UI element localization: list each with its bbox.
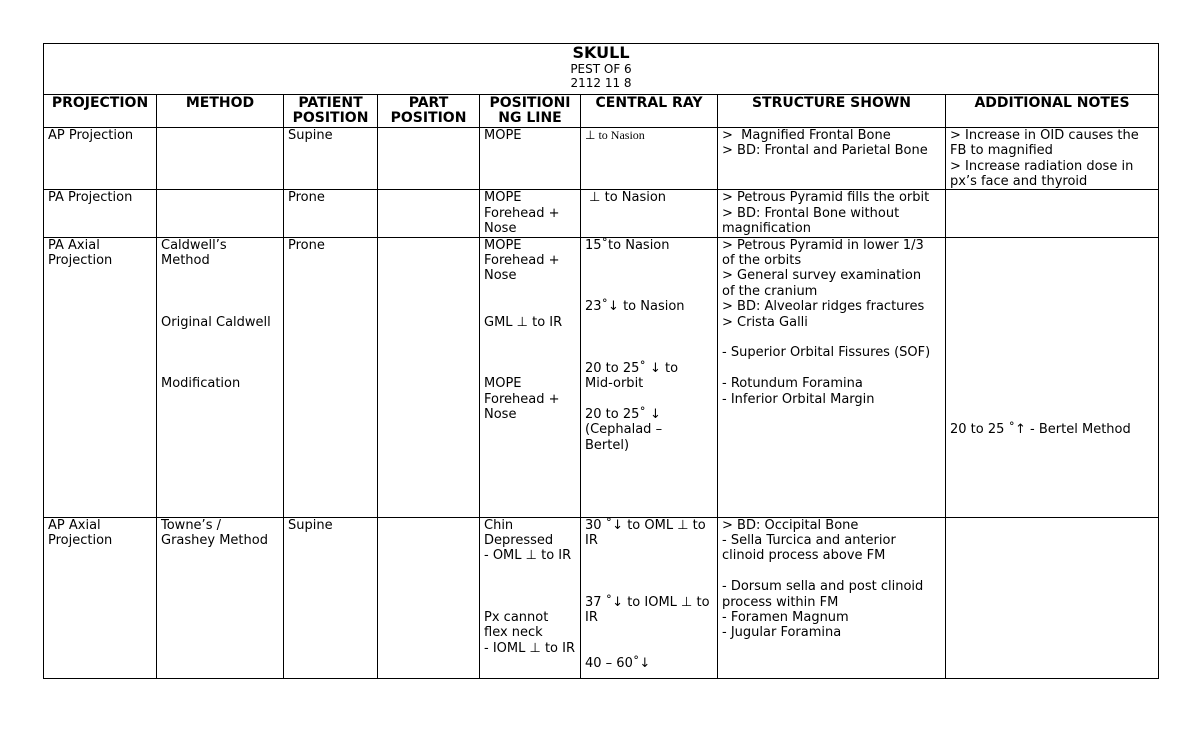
cell-line: > BD: Frontal Bone without <box>722 205 900 221</box>
positioning-line-cell <box>480 190 581 237</box>
cell-line <box>585 315 713 330</box>
header-additional-notes: ADDITIONAL NOTES <box>946 95 1159 128</box>
header-positioning-line: POSITIONI NG LINE <box>480 95 581 128</box>
cell-line: Caldwell’s <box>161 237 227 253</box>
cell-line <box>585 284 713 299</box>
table-row <box>44 237 1159 517</box>
cell-line <box>950 238 1154 253</box>
cell-line: > Increase radiation dose in <box>950 158 1134 174</box>
cell-line: Original Caldwell <box>161 314 271 330</box>
cell-line: AP Projection <box>48 127 134 143</box>
cell-line: Nose <box>484 268 517 284</box>
cell-line <box>161 345 279 360</box>
cell-line: > BD: Occipital Bone <box>722 517 859 533</box>
cell-line <box>484 284 576 299</box>
cell-line: Forehead + <box>484 205 560 221</box>
positioning-line-cell <box>480 517 581 678</box>
cell-line: Prone <box>288 237 325 253</box>
page-title: SKULL <box>572 43 630 62</box>
method-cell <box>157 127 284 190</box>
cell-line: clinoid process above FM <box>722 548 886 564</box>
structure-shown-cell <box>718 127 946 190</box>
cell-line: of the orbits <box>722 253 802 269</box>
cell-line: 30 ˚↓ to OML ⊥ to <box>585 517 706 533</box>
central-ray-cell <box>581 127 718 190</box>
central-ray-cell <box>581 517 718 678</box>
notes-cell <box>946 127 1159 190</box>
cell-line <box>161 284 279 299</box>
page-code: 2112 11 8 <box>570 76 632 90</box>
cell-line: Mid-orbit <box>585 376 644 392</box>
notes-cell <box>946 237 1159 517</box>
cell-line: magnification <box>722 221 811 237</box>
part-position-cell <box>378 127 480 190</box>
cell-line <box>585 330 713 345</box>
cell-line: PA Projection <box>48 190 133 206</box>
cell-line: Chin <box>484 517 514 533</box>
cell-line <box>484 361 576 376</box>
cell-line: FB to magnified <box>950 143 1053 159</box>
cell-line: - Rotundum Foramina <box>722 376 863 392</box>
cell-line: - Dorsum sella and post clinoid <box>722 579 924 595</box>
cell-line: - Sella Turcica and anterior <box>722 533 896 549</box>
cell-line: AP Axial <box>48 517 101 533</box>
cell-line <box>484 330 576 345</box>
projection-cell <box>44 127 157 190</box>
title-row <box>44 44 1159 95</box>
cell-line: MOPE <box>484 127 522 143</box>
header-row <box>44 95 1159 128</box>
cell-line <box>950 299 1154 314</box>
cell-line: IR <box>585 533 598 549</box>
notes-cell <box>946 517 1159 678</box>
table-row <box>44 517 1159 678</box>
cell-line <box>950 345 1154 360</box>
cell-line: Prone <box>288 190 325 206</box>
cell-line <box>950 392 1154 407</box>
header-projection: PROJECTION <box>44 95 157 128</box>
cell-line <box>484 345 576 360</box>
cell-line <box>161 361 279 376</box>
method-cell <box>157 237 284 517</box>
cell-line <box>484 595 576 610</box>
cell-line: Forehead + <box>484 253 560 269</box>
method-cell <box>157 190 284 237</box>
header-part-position: PART POSITION <box>378 95 480 128</box>
cell-line <box>950 315 1154 330</box>
cell-line: Method <box>161 253 210 269</box>
cell-line: 15˚to Nasion <box>585 237 670 253</box>
cell-line <box>722 564 941 579</box>
central-ray-cell <box>581 190 718 237</box>
part-position-cell <box>378 237 480 517</box>
structure-shown-cell <box>718 517 946 678</box>
cell-line: 20 to 25˚ ↓ <box>585 407 661 423</box>
positioning-line-cell <box>480 127 581 190</box>
cell-line <box>722 330 941 345</box>
cell-line: flex neck <box>484 625 543 641</box>
method-cell <box>157 517 284 678</box>
cell-line: of the cranium <box>722 283 818 299</box>
cell-line: Forehead + <box>484 391 560 407</box>
cell-line <box>950 407 1154 422</box>
cell-line: Towne’s / <box>161 517 221 533</box>
table-row <box>44 127 1159 190</box>
positioning-line-cell <box>480 237 581 517</box>
cell-line: > Petrous Pyramid fills the orbit <box>722 190 930 206</box>
cell-line <box>585 625 713 640</box>
cell-line: MOPE <box>484 376 522 392</box>
cell-line <box>585 392 713 407</box>
structure-shown-cell <box>718 237 946 517</box>
cell-line: - Superior Orbital Fissures (SOF) <box>722 345 931 361</box>
header-structure-shown: STRUCTURE SHOWN <box>718 95 946 128</box>
cell-line: MOPE <box>484 237 522 253</box>
patient-position-cell <box>284 190 378 237</box>
cell-line <box>722 361 941 376</box>
cell-line: > BD: Alveolar ridges fractures <box>722 299 925 315</box>
cell-line <box>161 299 279 314</box>
cell-line <box>950 284 1154 299</box>
structure-shown-cell <box>718 190 946 237</box>
cell-line: (Cephalad – <box>585 422 663 438</box>
cell-line: Modification <box>161 376 241 392</box>
cell-line: 40 – 60˚↓ <box>585 656 651 672</box>
cell-line: Grashey Method <box>161 533 268 549</box>
skull-table <box>43 43 1159 679</box>
cell-line: 23˚↓ to Nasion <box>585 299 685 315</box>
page-subtitle: PEST OF 6 <box>570 62 632 76</box>
cell-line: Depressed <box>484 533 554 549</box>
cell-line: ⊥ to Nasion <box>585 190 667 206</box>
cell-line: - Jugular Foramina <box>722 625 842 641</box>
cell-line: Supine <box>288 127 333 143</box>
cell-line: Supine <box>288 517 333 533</box>
cell-line <box>585 253 713 268</box>
cell-line <box>950 268 1154 283</box>
cell-line: Projection <box>48 533 113 549</box>
cell-line: - OML ⊥ to IR <box>484 548 572 564</box>
patient-position-cell <box>284 517 378 678</box>
cell-line: - Inferior Orbital Margin <box>722 391 875 407</box>
cell-line: 37 ˚↓ to IOML ⊥ to IR <box>585 594 714 626</box>
cell-line <box>950 376 1154 391</box>
cell-line <box>585 345 713 360</box>
cell-line: 20 to 25˚ ↓ to <box>585 360 679 376</box>
cell-line: PA Axial <box>48 237 100 253</box>
cell-line: Projection <box>48 253 113 269</box>
cell-line <box>950 330 1154 345</box>
part-position-cell <box>378 190 480 237</box>
header-patient-position: PATIENT POSITION <box>284 95 378 128</box>
cell-line <box>161 330 279 345</box>
cell-line <box>161 268 279 283</box>
cell-line <box>950 253 1154 268</box>
cell-line: > BD: Frontal and Parietal Bone <box>722 143 928 159</box>
cell-line: Bertel) <box>585 437 630 453</box>
cell-line: Px cannot <box>484 610 549 626</box>
cell-line <box>585 268 713 283</box>
cell-line: process within FM <box>722 594 839 610</box>
cell-line: 20 to 25 ˚↑ - Bertel Method <box>950 422 1131 438</box>
title-cell <box>44 44 1159 95</box>
projection-cell <box>44 517 157 678</box>
cell-line <box>950 361 1154 376</box>
cell-line: Nose <box>484 221 517 237</box>
cell-line <box>484 564 576 579</box>
cell-line <box>585 579 713 594</box>
header-method: METHOD <box>157 95 284 128</box>
patient-position-cell <box>284 237 378 517</box>
header-central-ray: CENTRAL RAY <box>581 95 718 128</box>
cell-line: - Foramen Magnum <box>722 610 849 626</box>
patient-position-cell <box>284 127 378 190</box>
cell-line: MOPE <box>484 190 522 206</box>
projection-cell <box>44 190 157 237</box>
cell-line: > Crista Galli <box>722 314 808 330</box>
projection-cell <box>44 237 157 517</box>
cell-line: > Magnified Frontal Bone <box>722 127 891 143</box>
cell-line: > Increase in OID causes the <box>950 127 1139 143</box>
cell-line: px’s face and thyroid <box>950 174 1088 190</box>
cell-line <box>484 299 576 314</box>
cell-line: GML ⊥ to IR <box>484 314 563 330</box>
table-row <box>44 190 1159 237</box>
cell-line <box>585 641 713 656</box>
cell-line: Nose <box>484 407 517 423</box>
cell-line: ⊥ to Nasion <box>585 127 645 142</box>
part-position-cell <box>378 517 480 678</box>
notes-cell <box>946 190 1159 237</box>
cell-line: > Petrous Pyramid in lower 1/3 <box>722 237 924 253</box>
central-ray-cell <box>581 237 718 517</box>
cell-line <box>585 564 713 579</box>
cell-line <box>484 579 576 594</box>
cell-line: > General survey examination <box>722 268 922 284</box>
cell-line <box>585 548 713 563</box>
cell-line: - IOML ⊥ to IR <box>484 640 575 656</box>
